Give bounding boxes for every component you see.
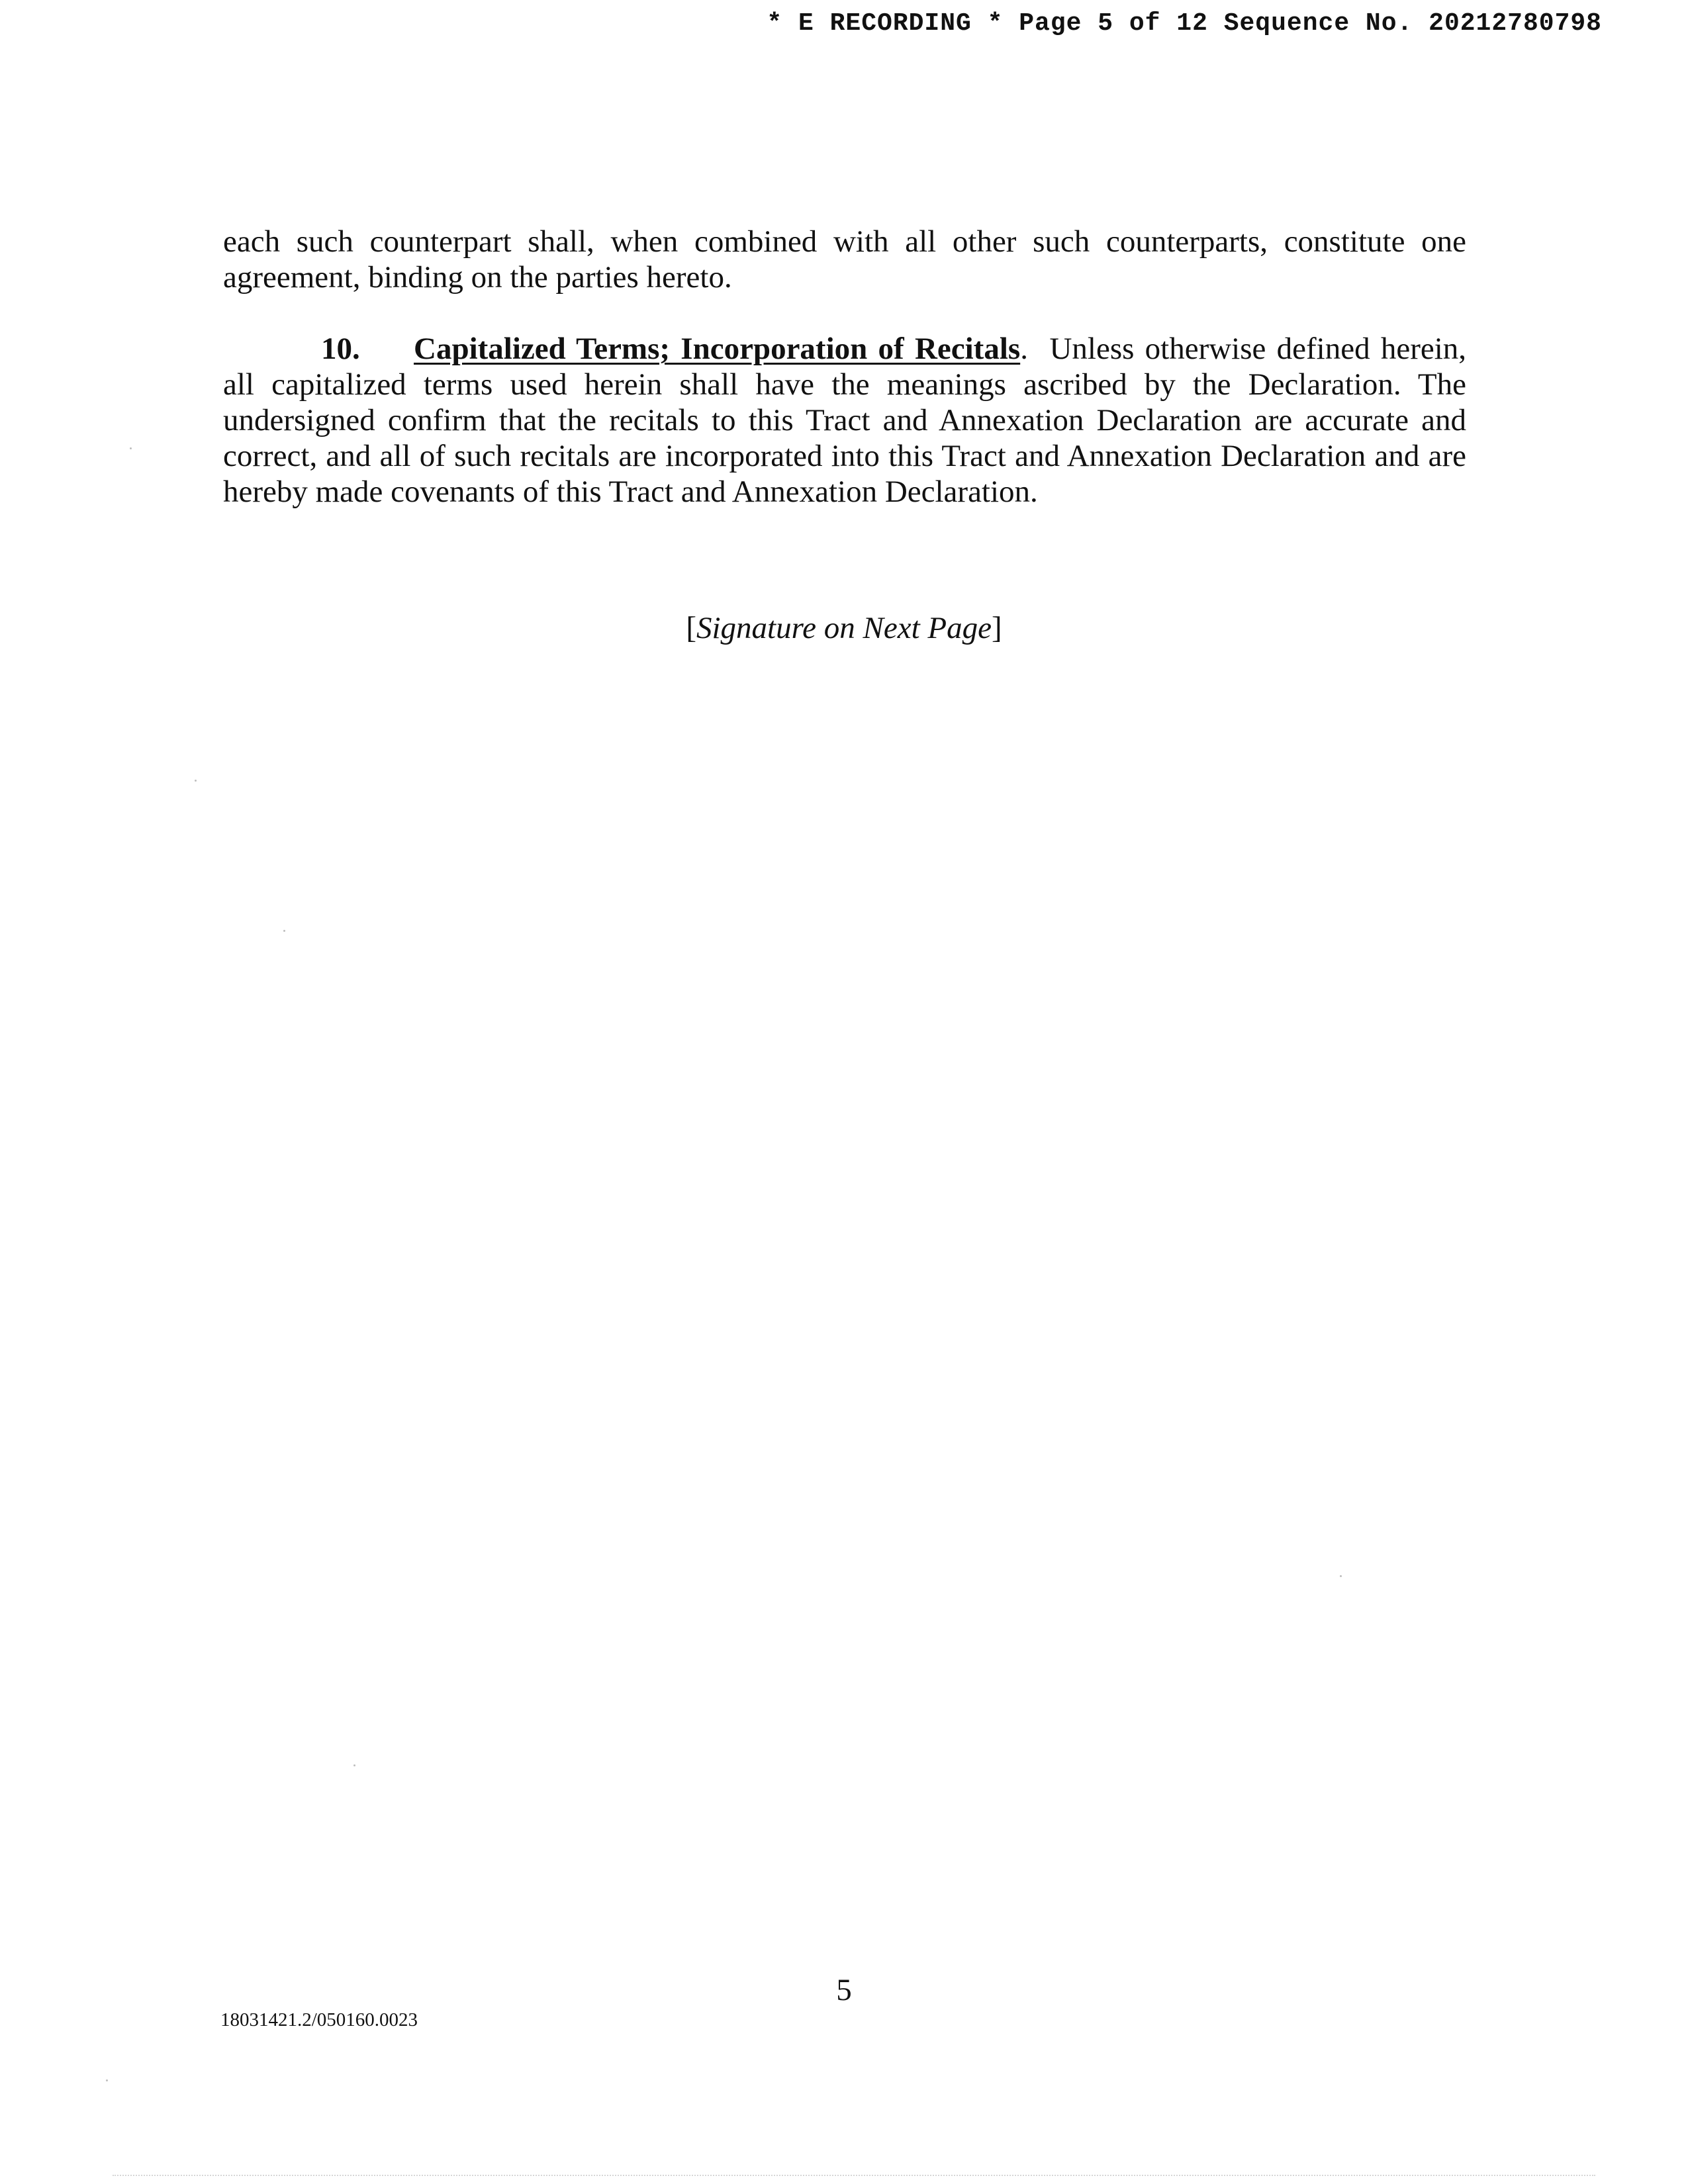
page-number: 5 [836,1973,852,2007]
recording-header: * E RECORDING * Page 5 of 12 Sequence No. 20212780798 [767,9,1602,38]
section-10-text: Unless otherwise defined herein, all capitalized terms used herein shall have the meanings ascribed by the Declaration. The undersigned confirm that the recitals to this Tract and Annexation Declaration are accurate and correct, and all of such recitals are incorporated into this Tract and Annexation Declaration and are hereby made covenants of this Tract and Annexation Declaration. [223,332,1467,509]
section-10-paragraph [223,331,1466,510]
signature-note [0,610,1688,646]
signature-note-text: Signature on Next Page [696,611,992,645]
section-number: 10. [321,332,360,366]
signature-note-close-bracket: ] [991,611,1002,645]
document-id: 18031421.2/050160.0023 [220,2009,418,2030]
section-heading: Capitalized Terms; Incorporation of Recitals [414,332,1021,366]
scan-edge-line [113,2175,1595,2176]
section-heading-punct: . [1020,332,1028,366]
signature-note-open-bracket: [ [686,611,696,645]
continuation-paragraph: each such counterpart shall, when combined with all other such counterparts, constitute one agreement, binding on the parties hereto. [223,224,1466,295]
